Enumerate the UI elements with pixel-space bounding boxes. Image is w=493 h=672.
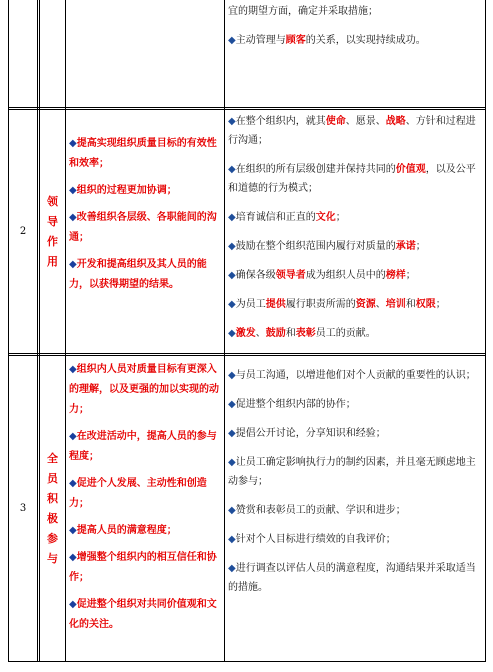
- row3-benefits-cell: [66, 356, 224, 661]
- activity-item: [228, 31, 481, 50]
- diamond-bullet-icon: ◆: [69, 525, 77, 536]
- benefit-text: 提高人员的满意程度；: [76, 525, 177, 536]
- diamond-bullet-icon: ◆: [228, 270, 236, 281]
- item-text: 培育诚信和正直的: [235, 212, 316, 223]
- activity-item: [228, 295, 481, 314]
- highlighted-term: 资源: [355, 299, 376, 310]
- diamond-bullet-icon: ◆: [228, 534, 236, 545]
- benefit-item: [69, 360, 220, 420]
- diamond-bullet-icon: ◆: [228, 505, 236, 516]
- item-text: 鼓励在整个组织范围内履行对质量的: [235, 241, 396, 252]
- activity-item: [228, 453, 481, 491]
- highlighted-term: 提供: [265, 299, 286, 310]
- diamond-bullet-icon: ◆: [228, 116, 236, 127]
- diamond-bullet-icon: ◆: [228, 328, 236, 339]
- activity-item: [228, 559, 481, 597]
- item-text: 与员工沟通，以增进他们对个人贡献的重要性的认识；: [235, 370, 476, 381]
- activity-item: [228, 501, 481, 520]
- item-text: 、: [375, 299, 386, 310]
- item-text: 提倡公开讨论，分享知识和经验；: [235, 428, 386, 439]
- item-text: 、愿景、: [345, 116, 386, 127]
- item-text: ；: [415, 241, 426, 252]
- diamond-bullet-icon: ◆: [228, 563, 236, 574]
- benefit-item: [69, 548, 220, 588]
- item-text: 在组织的所有层级创建并保持共同的: [235, 164, 396, 175]
- activity-item: [228, 266, 481, 285]
- benefit-item: [69, 521, 220, 541]
- item-text: 让员工确定影响执行力的制约因素，并且毫无顾虑地主动参与；: [228, 457, 476, 487]
- highlighted-term: 权限: [415, 299, 436, 310]
- item-text: 成为组织人员中的: [305, 270, 386, 281]
- table-border-right: [485, 0, 486, 662]
- highlighted-term: 顾客: [285, 35, 306, 46]
- benefit-item: [69, 208, 220, 248]
- benefit-text: 改善组织各层级、各职能间的沟通；: [69, 212, 217, 243]
- highlighted-term: 文化: [315, 212, 336, 223]
- item-text: 主动管理与: [235, 35, 286, 46]
- activity-item: [228, 160, 481, 198]
- diamond-bullet-icon: ◆: [69, 212, 77, 223]
- row2-activities-cell: [225, 110, 485, 353]
- diamond-bullet-icon: ◆: [228, 399, 236, 410]
- activity-item: [228, 208, 481, 227]
- row3-principle-name: 全员积极参与: [47, 451, 58, 565]
- item-text: 为员工: [235, 299, 266, 310]
- benefit-text: 增强整个组织内的相互信任和协作；: [69, 552, 217, 583]
- activity-item: [228, 366, 481, 385]
- benefit-item: [69, 427, 220, 467]
- diamond-bullet-icon: ◆: [69, 185, 77, 196]
- item-text: 赞赏和表彰员工的贡献、学识和进步；: [235, 505, 406, 516]
- highlighted-term: 表彰: [295, 328, 316, 339]
- diamond-bullet-icon: ◆: [228, 457, 236, 468]
- row2-principle-name: 领导作用: [47, 194, 58, 268]
- activity-item: [228, 2, 481, 21]
- highlighted-term: 榜样: [385, 270, 406, 281]
- benefit-text: 组织的过程更加协调；: [76, 185, 177, 196]
- diamond-bullet-icon: ◆: [228, 35, 236, 46]
- diamond-bullet-icon: ◆: [69, 599, 77, 610]
- row3-activities-cell: [225, 364, 485, 661]
- row2-benefits-cell: [66, 130, 224, 353]
- item-text: 员工的贡献。: [315, 328, 376, 339]
- highlighted-term: 使命: [325, 116, 346, 127]
- item-text: 履行职责所需的: [285, 299, 356, 310]
- table-border-bottom: [8, 661, 486, 662]
- activity-item: [228, 112, 481, 150]
- item-text: ；: [335, 212, 346, 223]
- highlighted-term: 领导者: [275, 270, 306, 281]
- benefit-text: 在改进活动中，提高人员的参与程度；: [69, 431, 217, 462]
- highlighted-term: 承诺: [395, 241, 416, 252]
- row3-number: 3: [19, 503, 27, 514]
- item-text: 在整个组织内，就其: [235, 116, 326, 127]
- highlighted-term: 战略: [385, 116, 406, 127]
- diamond-bullet-icon: ◆: [228, 299, 236, 310]
- item-text: 针对个人目标进行绩效的自我评价；: [235, 534, 396, 545]
- highlighted-term: 价值观: [395, 164, 426, 175]
- benefit-item: [69, 134, 220, 174]
- item-text: 、方针和过程进行沟通；: [228, 116, 476, 146]
- diamond-bullet-icon: ◆: [228, 370, 236, 381]
- item-text: 的关系，以实现持续成功。: [305, 35, 426, 46]
- benefit-item: [69, 474, 220, 514]
- benefit-text: 促进个人发展、主动性和创造力；: [69, 478, 207, 509]
- diamond-bullet-icon: ◆: [69, 364, 77, 375]
- activity-item: [228, 324, 481, 343]
- diamond-bullet-icon: ◆: [228, 164, 236, 175]
- highlighted-term: 激发: [235, 328, 256, 339]
- row1-activities-cell: [225, 0, 485, 107]
- item-text: 和: [285, 328, 296, 339]
- diamond-bullet-icon: ◆: [228, 241, 236, 252]
- activity-item: [228, 424, 481, 443]
- highlighted-term: 鼓励: [265, 328, 286, 339]
- benefit-item: [69, 255, 220, 295]
- row-divider: [8, 107, 486, 108]
- row2-number: 2: [19, 226, 27, 237]
- principles-table: [8, 0, 486, 662]
- benefit-text: 提高实现组织质量目标的有效性和效率；: [69, 138, 217, 169]
- benefit-text: 开发和提高组织及其人员的能力，以获得期望的结果。: [69, 259, 207, 290]
- diamond-bullet-icon: ◆: [69, 259, 77, 270]
- activity-item: [228, 237, 481, 256]
- item-text: 、: [255, 328, 266, 339]
- activity-item: [228, 395, 481, 414]
- benefit-item: [69, 595, 220, 635]
- diamond-bullet-icon: ◆: [228, 428, 236, 439]
- item-text: ，以及公平和道德的行为模式；: [228, 164, 476, 194]
- item-text: 进行调查以评估人员的满意程度，沟通结果并采取适当的措施。: [228, 563, 476, 593]
- highlighted-term: 培训: [385, 299, 406, 310]
- diamond-bullet-icon: ◆: [69, 478, 77, 489]
- item-text: 确保各级: [235, 270, 276, 281]
- diamond-bullet-icon: ◆: [228, 212, 236, 223]
- item-text: 宜的期望方面，确定并采取措施；: [228, 6, 378, 17]
- activity-item: [228, 530, 481, 549]
- item-text: ；: [405, 270, 416, 281]
- benefit-text: 组织内人员对质量目标有更深入的理解，以及更强的加以实现的动力；: [69, 364, 219, 415]
- item-text: ；: [435, 299, 446, 310]
- diamond-bullet-icon: ◆: [69, 552, 77, 563]
- column-divider: [37, 0, 38, 662]
- item-text: 促进整个组织内部的协作；: [235, 399, 356, 410]
- diamond-bullet-icon: ◆: [69, 431, 77, 442]
- benefit-text: 促进整个组织对共同价值观和文化的关注。: [69, 599, 217, 630]
- item-text: 和: [405, 299, 416, 310]
- diamond-bullet-icon: ◆: [69, 138, 77, 149]
- benefit-item: [69, 181, 220, 201]
- row-divider: [8, 353, 486, 354]
